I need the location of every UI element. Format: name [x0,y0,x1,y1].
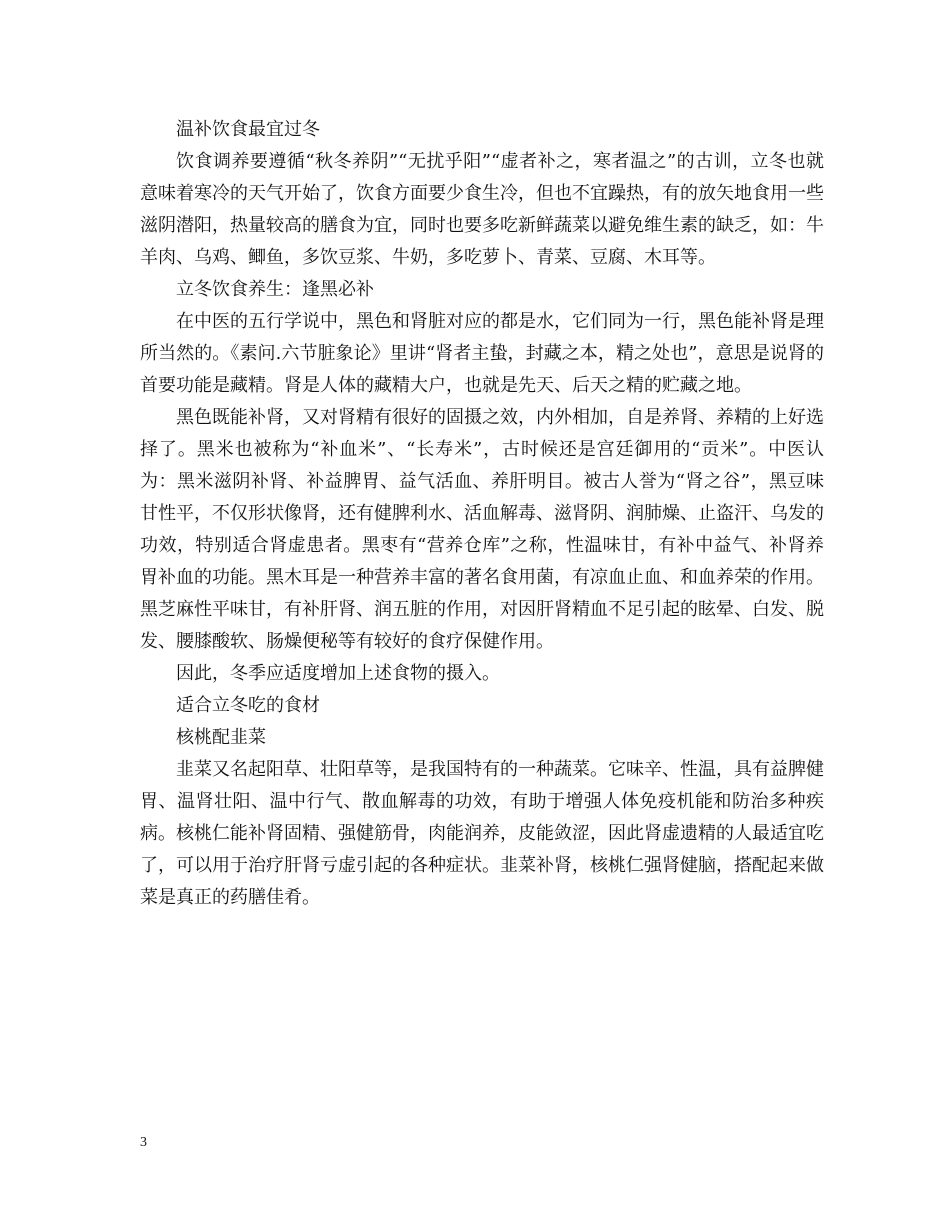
body-paragraph: 韭菜又名起阳草、壮阳草等，是我国特有的一种蔬菜。它味辛、性温，具有益脾健胃、温肾壮阳、温中行气、散血解毒的功效，有助于增强人体免疫机能和防治多种疾病。核桃仁能补肾固精、强健筋骨，肉能润养，皮能敛涩，因此肾虚遗精的人最适宜吃了，可以用于治疗肝肾亏虚引起的各种症状。韭菜补肾，核桃仁强肾健脑，搭配起来做菜是真正的药膳佳肴。 [140,759,824,908]
section-heading-suitable-foods: 适合立冬吃的食材 [176,695,320,716]
page-number: 3 [140,1135,147,1150]
document-body [140,114,824,914]
body-paragraph: 黑色既能补肾，又对肾精有很好的固摄之效，内外相加，自是养肾、养精的上好选择了。黑米也被称为“补血米”、“长寿米”，古时候还是宫廷御用的“贡米”。中医认为：黑米滋阴补肾、补益脾胃、益气活血、养肝明目。被古人誉为“肾之谷”，黑豆味甘性平，不仅形状像肾，还有健脾利水、活血解毒、滋肾阴、润肺燥、止盗汗、乌发的功效，特别适合肾虚患者。黑枣有“营养仓库”之称，性温味甘，有补中益气、补肾养胃补血的功能。黑木耳是一种营养丰富的著名食用菌，有凉血止血、和血养荣的作用。黑芝麻性平味甘，有补肝肾、润五脏的作用，对因肝肾精血不足引起的眩晕、白发、脱发、腰膝酸软、肠燥便秘等有较好的食疗保健作用。 [140,407,824,652]
subheading-walnut-chives: 核桃配韭菜 [176,727,266,748]
section-heading-winter-warm-diet: 温补饮食最宜过冬 [176,119,320,140]
body-paragraph: 在中医的五行学说中，黑色和肾脏对应的都是水，它们同为一行，黑色能补肾是理所当然的。《素问.六节脏象论》里讲“肾者主蛰，封藏之本，精之处也”，意思是说肾的首要功能是藏精。肾是人体的藏精大户，也就是先天、后天之精的贮藏之地。 [140,311,824,396]
body-paragraph: 饮食调养要遵循“秋冬养阴”“无扰乎阳”“虚者补之，寒者温之”的古训，立冬也就意味着寒冷的天气开始了，饮食方面要少食生冷，但也不宜躁热，有的放矢地食用一些滋阴潜阳，热量较高的膳食为宜，同时也要多吃新鲜蔬菜以避免维生素的缺乏，如：牛羊肉、乌鸡、鲫鱼，多饮豆浆、牛奶，多吃萝卜、青菜、豆腐、木耳等。 [140,151,824,268]
body-paragraph: 因此，冬季应适度增加上述食物的摄入。 [176,663,500,684]
section-heading-black-food: 立冬饮食养生：逢黑必补 [176,279,374,300]
